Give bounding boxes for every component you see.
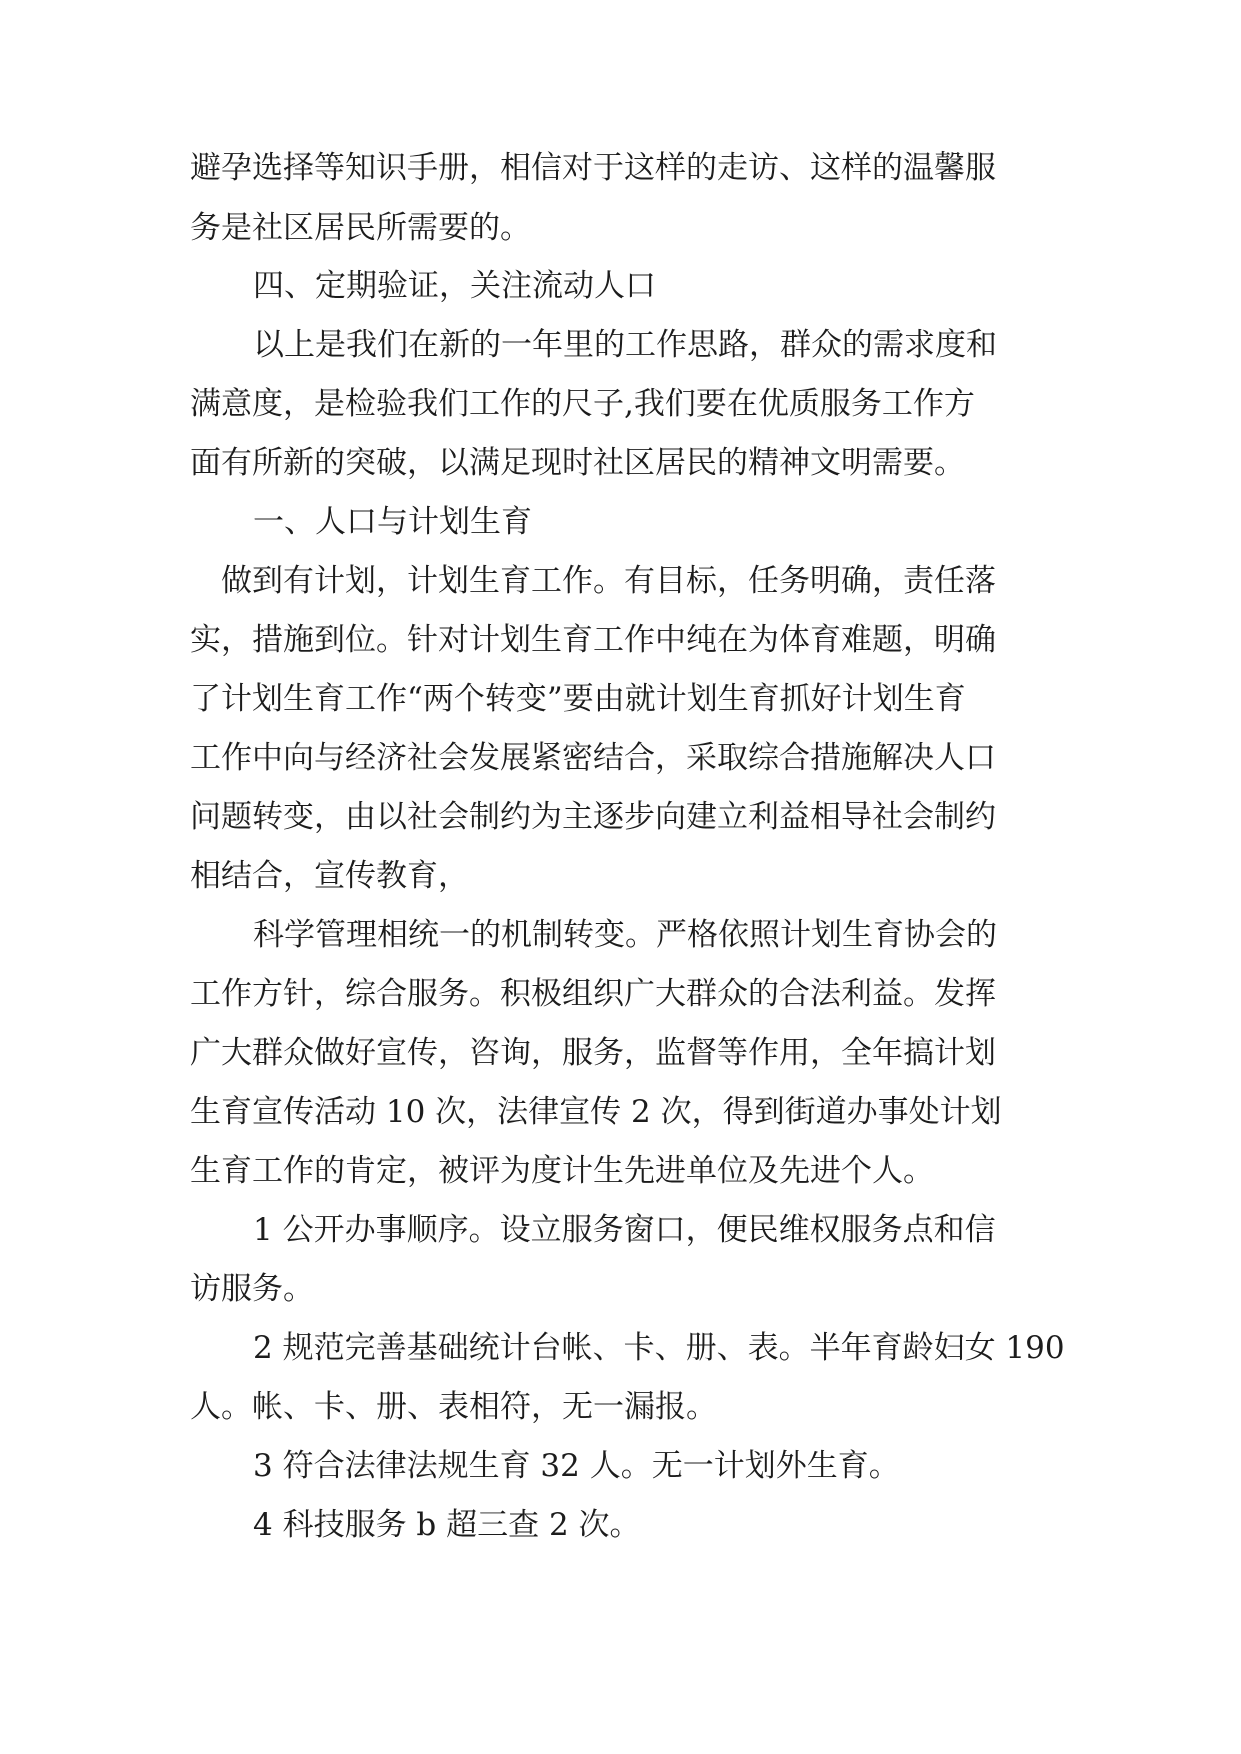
list-item: 2 规范完善基础统计台帐、卡、册、表。半年育龄妇女 190 [253, 1330, 1065, 1366]
text-line: 务是社区居民所需要的。 [190, 210, 531, 246]
text-line: 了计划生育工作“两个转变”要由就计划生育抓好计划生育 [190, 681, 966, 717]
text-line: 广大群众做好宣传，咨询，服务，监督等作用，全年搞计划 [190, 1035, 996, 1071]
text-line: 问题转变，由以社会制约为主逐步向建立利益相导社会制约 [190, 799, 996, 835]
text-line: 相结合，宣传教育， [190, 858, 469, 894]
list-item: 3 符合法律法规生育 32 人。无一计划外生育。 [253, 1448, 900, 1484]
list-item: 1 公开办事顺序。设立服务窗口，便民维权服务点和信 [253, 1212, 996, 1248]
text-line: 生育工作的肯定，被评为度计生先进单位及先进个人。 [190, 1153, 934, 1189]
text-line: 避孕选择等知识手册，相信对于这样的走访、这样的温馨服 [190, 150, 996, 186]
text-line: 生育宣传活动 10 次，法律宣传 2 次，得到街道办事处计划 [190, 1094, 1002, 1130]
text-line: 实，措施到位。针对计划生育工作中纯在为体育难题，明确 [190, 622, 996, 658]
text-line: 访服务。 [190, 1271, 314, 1307]
text-line: 科学管理相统一的机制转变。严格依照计划生育协会的 [253, 917, 997, 953]
list-item: 4 科技服务 b 超三查 2 次。 [253, 1507, 641, 1543]
text-line: 面有所新的突破，以满足现时社区居民的精神文明需要。 [190, 445, 965, 481]
text-line: 工作中向与经济社会发展紧密结合，采取综合措施解决人口 [190, 740, 996, 776]
text-line: 以上是我们在新的一年里的工作思路，群众的需求度和 [253, 327, 997, 363]
text-line: 满意度，是检验我们工作的尺子,我们要在优质服务工作方 [190, 386, 975, 422]
text-line: 人。帐、卡、册、表相符，无一漏报。 [190, 1389, 717, 1425]
section-heading: 四、定期验证，关注流动人口 [253, 268, 656, 304]
section-heading: 一、人口与计划生育 [253, 504, 532, 540]
text-line: 工作方针，综合服务。积极组织广大群众的合法利益。发挥 [190, 976, 996, 1012]
text-line: 做到有计划，计划生育工作。有目标，任务明确，责任落 [221, 563, 996, 599]
